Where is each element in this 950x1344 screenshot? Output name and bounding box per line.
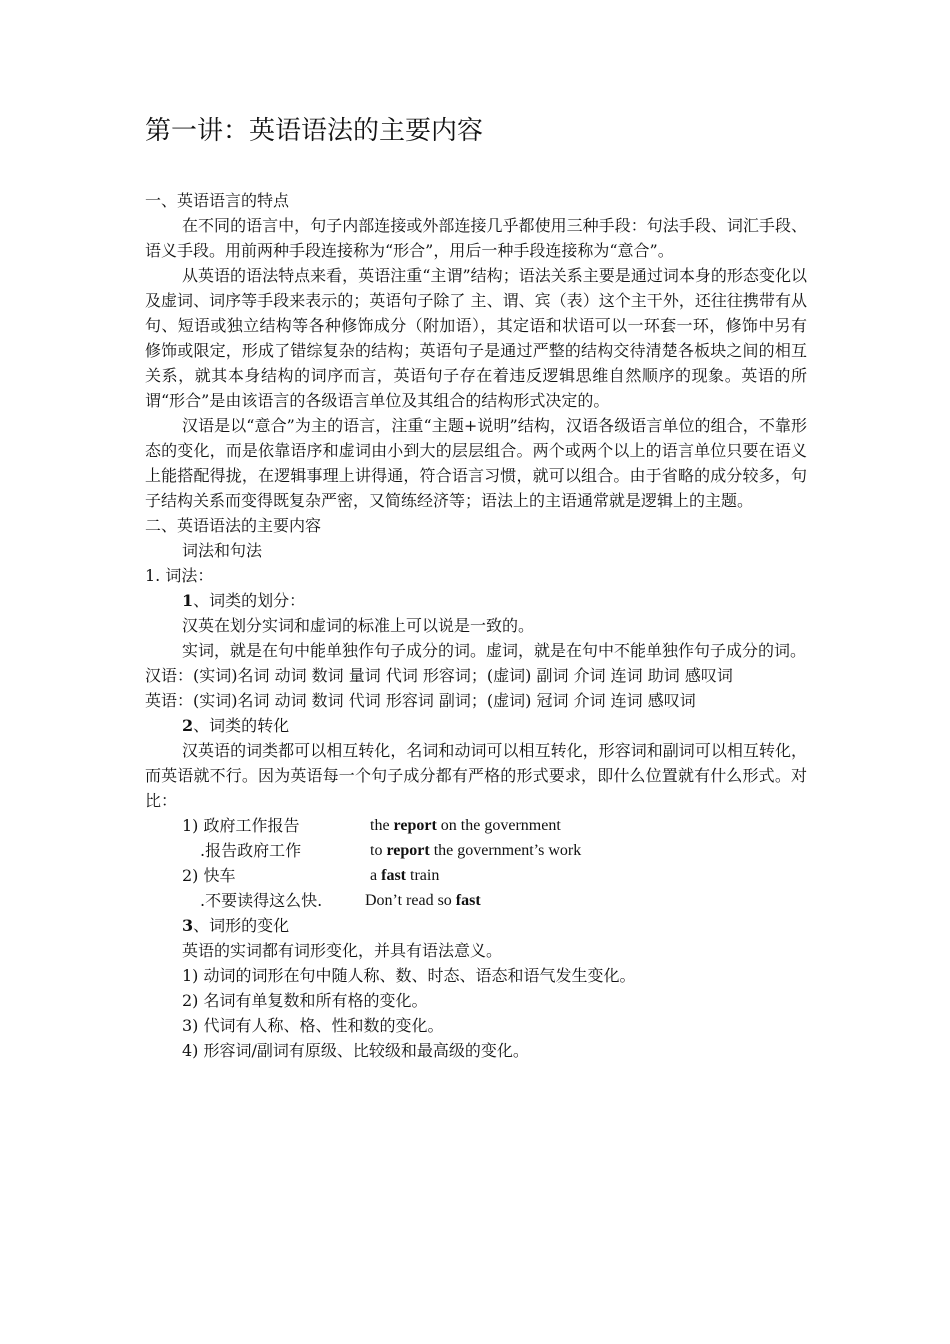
section-heading-2: 二、英语语法的主要内容 bbox=[145, 516, 322, 535]
list-item: 2) 名词有单复数和所有格的变化。 bbox=[182, 991, 428, 1010]
point-number: 1 bbox=[182, 591, 194, 610]
paragraph: 汉语是以“意合”为主的语言，注重“主题+说明”结构，汉语各级语言单位的组合，不靠形态的变化，而是依靠语序和虚词由小到大的层层组合。两个或两个以上的语言单位只要在语义上能搭配得拢，在逻辑事理上讲得通，符合语言习惯，就可以组合。由于省略的成分较多，句子结构关系而变得既复杂严密，又简练经济等；语法上的主语通常就是逻辑上的主题。 bbox=[145, 416, 807, 510]
point-title: 、词类的转化 bbox=[193, 716, 290, 735]
paragraph: 汉英语的词类都可以相互转化，名词和动词可以相互转化，形容词和副词可以相互转化，而英语就不行。因为英语每一个句子成分都有严格的形式要求，即什么位置就有什么形式。对比： bbox=[145, 741, 807, 810]
paragraph: 实词，就是在句中能单独作句子成分的词。虚词，就是在句中不能单独作句子成分的词。 bbox=[182, 641, 807, 660]
example-english: the report on the government bbox=[370, 817, 561, 834]
point-heading-2 bbox=[145, 713, 807, 738]
example-row bbox=[145, 838, 807, 863]
example-row bbox=[145, 863, 807, 888]
example-english: Don’t read so fast bbox=[365, 892, 481, 909]
paragraph: 英语的实词都有词形变化，并具有语法意义。 bbox=[182, 941, 503, 960]
english-word-classes: 英语：(实词)名词 动词 数词 代词 形容词 副词；(虚词) 冠词 介词 连词 感叹词 bbox=[145, 691, 696, 710]
example-chinese: 1) 政府工作报告 bbox=[182, 816, 300, 835]
point-heading-3 bbox=[145, 913, 807, 938]
subheading: 词法和句法 bbox=[182, 541, 263, 560]
point-title: 、词形的变化 bbox=[193, 916, 290, 935]
example-english: to report the government’s work bbox=[370, 842, 582, 859]
point-number: 2 bbox=[182, 716, 194, 735]
morphology-heading: 1. 词法： bbox=[145, 566, 214, 585]
point-heading-1 bbox=[145, 588, 807, 613]
section-heading-1: 一、英语语言的特点 bbox=[145, 191, 290, 210]
page-title: 第一讲：英语语法的主要内容 bbox=[145, 116, 484, 146]
example-chinese: .不要读得这么快. bbox=[200, 891, 323, 910]
chinese-word-classes: 汉语：(实词)名词 动词 数词 量词 代词 形容词；(虚词) 副词 介词 连词 助词 感叹词 bbox=[145, 666, 733, 685]
example-chinese: .报告政府工作 bbox=[200, 841, 302, 860]
list-item: 3) 代词有人称、格、性和数的变化。 bbox=[182, 1016, 444, 1035]
paragraph: 从英语的语法特点来看，英语注重“主谓”结构；语法关系主要是通过词本身的形态变化以及虚词、词序等手段来表示的；英语句子除了 主、谓、宾（表）这个主干外，还往往携带有从句、短语或独立结构等各种修饰成分（附加语），其定语和状语可以一环套一环，修饰中另有修饰或限定，形成了错综复杂的结构；英语句子是通过严整的结构交待清楚各板块之间的相互关系，就其本身结构的词序而言，英语句子存在着违反逻辑思维自然顺序的现象。英语的所谓“形合”是由该语言的各级语言单位及其组合的结构形式决定的。 bbox=[145, 266, 807, 410]
list-item: 1) 动词的词形在句中随人称、数、时态、语态和语气发生变化。 bbox=[182, 966, 636, 985]
paragraph: 在不同的语言中，句子内部连接或外部连接几乎都使用三种手段：句法手段、词汇手段、语义手段。用前两种手段连接称为“形合”，用后一种手段连接称为“意合”。 bbox=[145, 216, 807, 260]
paragraph: 汉英在划分实词和虚词的标准上可以说是一致的。 bbox=[182, 616, 535, 635]
example-row bbox=[145, 813, 807, 838]
example-english: a fast train bbox=[370, 867, 440, 884]
point-number: 3 bbox=[182, 916, 194, 935]
point-title: 、词类的划分： bbox=[193, 591, 306, 610]
list-item: 4) 形容词/副词有原级、比较级和最高级的变化。 bbox=[182, 1041, 529, 1060]
document-body bbox=[145, 188, 807, 1063]
example-row bbox=[145, 888, 807, 913]
example-chinese: 2) 快车 bbox=[182, 866, 236, 885]
